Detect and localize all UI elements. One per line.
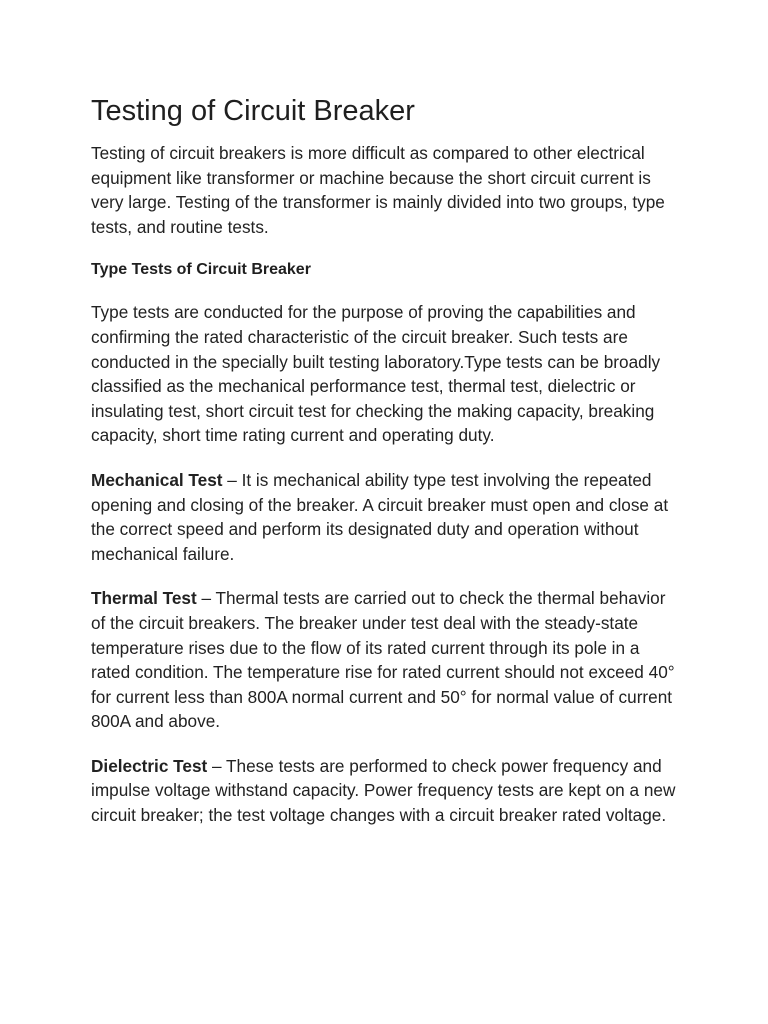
mechanical-test-paragraph	[91, 468, 678, 566]
type-tests-paragraph: Type tests are conducted for the purpose of proving the capabilities and confirming the rated characteristic of the circuit breaker. Such tests are conducted in the specially built testing laboratory.Type tests can be broadly classified as the mechanical performance test, thermal test, dielectric or insulating test, short circuit test for checking the making capacity, breaking capacity, short time rating current and operating duty.	[91, 302, 661, 446]
mechanical-test-lead: Mechanical Test	[91, 469, 223, 490]
thermal-test-paragraph	[91, 586, 678, 734]
dielectric-test-paragraph	[91, 754, 678, 828]
thermal-test-lead: Thermal Test	[91, 588, 197, 609]
section-heading-type-tests: Type Tests of Circuit Breaker	[91, 261, 311, 279]
mechanical-test-text: – It is mechanical ability type test involving the repeated opening and closing of the breaker. A circuit breaker must open and close at the correct speed and perform its designated duty and operation without mechanical failure.	[91, 469, 669, 564]
dielectric-test-lead: Dielectric Test	[91, 755, 208, 776]
page-title: Testing of Circuit Breaker	[91, 95, 415, 127]
intro-paragraph: Testing of circuit breakers is more difficult as compared to other electrical equipment like transformer or machine because the short circuit current is very large. Testing of the transformer is mainly divided into two groups, type tests, and routine tests.	[91, 143, 665, 237]
thermal-test-text: – Thermal tests are carried out to check the thermal behavior of the circuit breakers. The breaker under test deal with the steady-state temperature rises due to the flow of its rated current through its pole in a rated condition. The temperature rise for rated current should not exceed 40° for current less than 800A normal current and 50° for normal value of current 800A and above.	[91, 588, 675, 732]
dielectric-test-text: – These tests are performed to check power frequency and impulse voltage withstand capacity. Power frequency tests are kept on a new circuit breaker; the test voltage changes with a circuit breaker rated voltage.	[91, 755, 676, 826]
